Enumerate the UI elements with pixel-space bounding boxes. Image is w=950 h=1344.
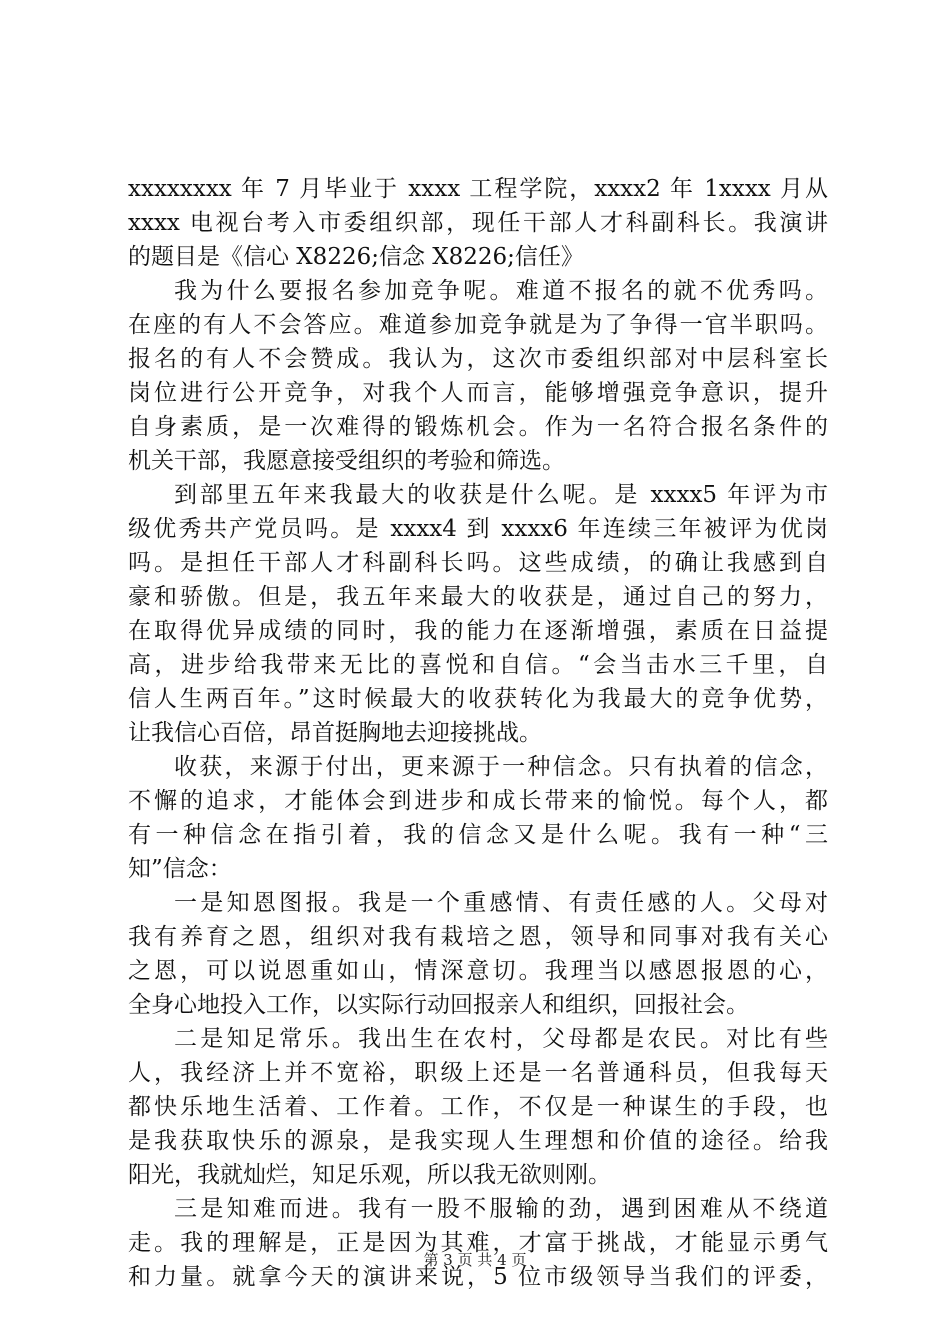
- text-line: 走。我的理解是，正是因为其难，才富于挑战，才能显示勇气: [128, 1230, 828, 1256]
- text-line: 级优秀共产党员吗。是 xxxx4 到 xxxx6 年连续三年被评为优岗: [128, 516, 828, 542]
- text-line: 之恩，可以说恩重如山，情深意切。我理当以感恩报恩的心，: [128, 958, 828, 984]
- text-line: 二是知足常乐。我出生在农村，父母都是农民。对比有些: [174, 1026, 828, 1052]
- text-line: 吗。是担任干部人才科副科长吗。这些成绩，的确让我感到自: [128, 550, 828, 576]
- text-line: 到部里五年来我最大的收获是什么呢。是 xxxx5 年评为市: [174, 482, 828, 508]
- text-line: 有一种信念在指引着，我的信念又是什么呢。我有一种“三: [128, 822, 828, 848]
- text-line: 是我获取快乐的源泉，是我实现人生理想和价值的途径。给我: [128, 1128, 828, 1154]
- text-line: 豪和骄傲。但是，我五年来最大的收获是，通过自己的努力，: [128, 584, 828, 610]
- text-line: 机关干部，我愿意接受组织的考验和筛选。: [128, 448, 565, 474]
- text-line: 报名的有人不会赞成。我认为，这次市委组织部对中层科室长: [128, 346, 828, 372]
- text-line: 收获，来源于付出，更来源于一种信念。只有执着的信念，: [174, 754, 828, 780]
- text-line: 的题目是《信心 X8226;信念 X8226;信任》: [128, 244, 584, 270]
- text-line: 不懈的追求，才能体会到进步和成长带来的愉悦。每个人，都: [128, 788, 828, 814]
- text-line: 在座的有人不会答应。难道参加竞争就是为了争得一官半职吗。: [128, 312, 828, 338]
- text-line: xxxx 电视台考入市委组织部，现任干部人才科副科长。我演讲: [128, 210, 828, 236]
- text-line: 三是知难而进。我有一股不服输的劲，遇到困难从不绕道: [174, 1196, 828, 1222]
- text-line: 让我信心百倍，昂首挺胸地去迎接挑战。: [128, 720, 542, 746]
- text-line: 自身素质，是一次难得的锻炼机会。作为一名符合报名条件的: [128, 414, 828, 440]
- text-line: 我为什么要报名参加竞争呢。难道不报名的就不优秀吗。: [174, 278, 828, 304]
- text-line: 高，进步给我带来无比的喜悦和自信。“会当击水三千里，自: [128, 652, 828, 678]
- text-line: 阳光，我就灿烂，知足乐观，所以我无欲则刚。: [128, 1162, 611, 1188]
- page-footer: 第 3 页 共 4 页: [423, 1251, 527, 1269]
- text-line: 在取得优异成绩的同时，我的能力在逐渐增强，素质在日益提: [128, 618, 828, 644]
- text-line: 一是知恩图报。我是一个重感情、有责任感的人。父母对: [174, 890, 828, 916]
- text-line: 知”信念：: [128, 856, 232, 882]
- text-line: 全身心地投入工作，以实际行动回报亲人和组织，回报社会。: [128, 992, 749, 1018]
- document-body: [128, 172, 828, 1294]
- text-line: 信人生两百年。”这时候最大的收获转化为我最大的竞争优势，: [128, 686, 828, 712]
- text-line: 都快乐地生活着、工作着。工作，不仅是一种谋生的手段，也: [128, 1094, 828, 1120]
- text-line: 人，我经济上并不宽裕，职级上还是一名普通科员，但我每天: [128, 1060, 828, 1086]
- text-line: 我有养育之恩，组织对我有栽培之恩，领导和同事对我有关心: [128, 924, 828, 950]
- text-line: 和力量。就拿今天的演讲来说，5 位市级领导当我们的评委，: [128, 1264, 828, 1290]
- text-line: xxxxxxxx 年 7 月毕业于 xxxx 工程学院，xxxx2 年 1xxxx 月从: [128, 176, 828, 202]
- text-line: 岗位进行公开竞争，对我个人而言，能够增强竞争意识，提升: [128, 380, 828, 406]
